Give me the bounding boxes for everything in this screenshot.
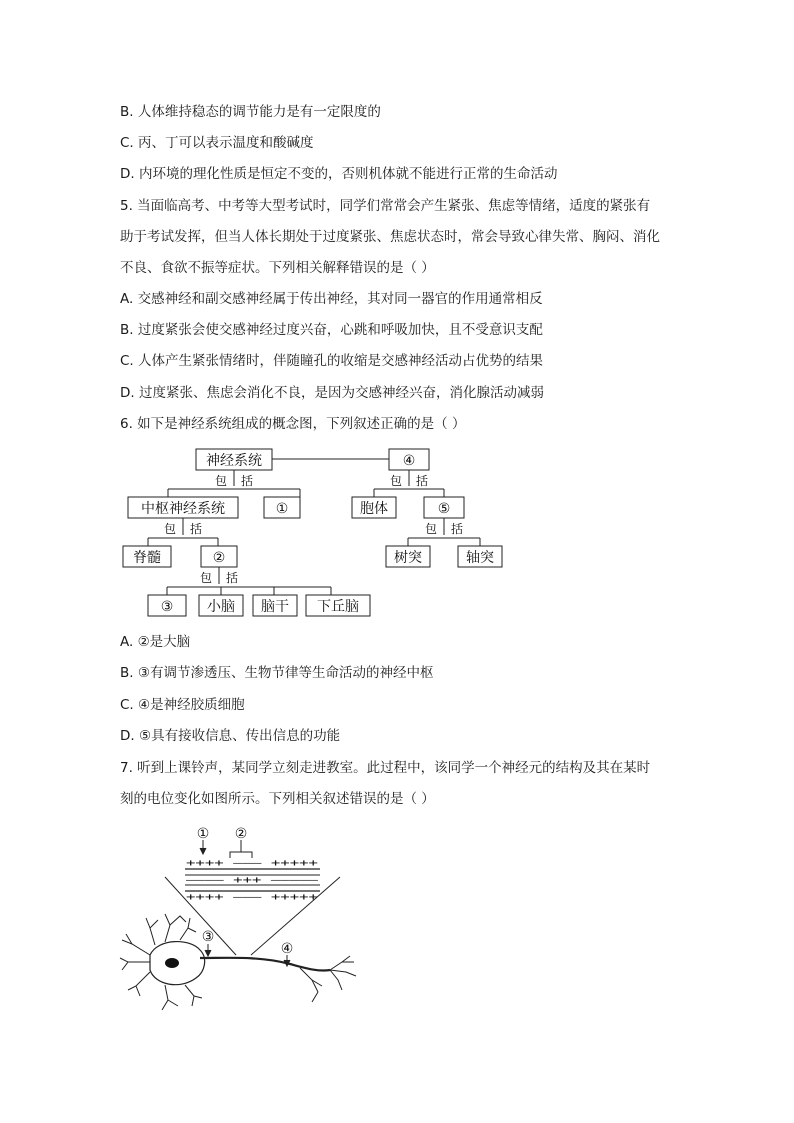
label-cns: 中枢神经系统 xyxy=(141,501,225,517)
include-kuo-2: 括 xyxy=(415,474,429,488)
question-7-line2: 刻的电位变化如图所示。下列相关叙述错误的是（ ） xyxy=(120,791,435,807)
label-3-fig: ③ xyxy=(201,929,215,945)
label-dendrite: 树突 xyxy=(394,550,422,566)
node-4 xyxy=(389,449,429,470)
label-axon: 轴突 xyxy=(466,550,494,566)
node-brainstem xyxy=(253,595,297,616)
label-1-fig: ① xyxy=(196,826,210,842)
label-1: ① xyxy=(275,501,289,517)
option-b-q6: B. ③有调节渗透压、生物节律等生命活动的神经中枢 xyxy=(120,665,434,681)
label-2-fig: ② xyxy=(234,826,248,842)
include-bao-4: 包 xyxy=(424,522,438,536)
include-bao-5: 包 xyxy=(199,571,213,585)
node-hypothalamus xyxy=(306,595,370,616)
label-5: ⑤ xyxy=(437,501,451,517)
include-bao-1: 包 xyxy=(214,474,228,488)
label-nervous-system: 神经系统 xyxy=(206,453,262,469)
nucleus xyxy=(165,958,179,968)
include-bao-3: 包 xyxy=(163,522,177,536)
option-a-q5: A. 交感神经和副交感神经属于传出神经，其对同一器官的作用通常相反 xyxy=(120,291,543,307)
node-cns xyxy=(128,497,238,518)
option-c-q5: C. 人体产生紧张情绪时，伴随瞳孔的收缩是交感神经活动占优势的结果 xyxy=(120,353,544,369)
node-5 xyxy=(424,497,464,518)
question-5-line1: 5. 当面临高考、中考等大型考试时，同学们常常会产生紧张、焦虑等情绪，适度的紧张有 xyxy=(120,198,651,214)
question-5-line2: 助于考试发挥，但当人体长期处于过度紧张、焦虑状态时，常会导致心律失常、胸闷、消化 xyxy=(120,229,660,245)
membrane-row-bot: ++++ ——— +++++ xyxy=(186,892,318,903)
include-kuo-1: 括 xyxy=(240,474,254,488)
node-dendrite xyxy=(386,546,430,567)
question-6: 6. 如下是神经系统组成的概念图，下列叙述正确的是（ ） xyxy=(120,416,466,432)
question-5-line3: 不良、食欲不振等症状。下列相关解释错误的是（ ） xyxy=(120,260,435,276)
option-c-q6: C. ④是神经胶质细胞 xyxy=(120,697,245,713)
label-cerebellum: 小脑 xyxy=(207,599,235,615)
option-b-q5: B. 过度紧张会使交感神经过度兴奋，心跳和呼吸加快，且不受意识支配 xyxy=(120,322,543,338)
membrane-row-mid1: ———— +++ ————— xyxy=(186,875,320,886)
option-d-q6: D. ⑤具有接收信息、传出信息的功能 xyxy=(120,728,341,744)
node-nervous-system xyxy=(196,449,272,470)
question-7-line1: 7. 听到上课铃声，某同学立刻走进教室。此过程中，该同学一个神经元的结构及其在某时 xyxy=(120,760,651,776)
option-a-q6: A. ②是大脑 xyxy=(120,634,191,650)
label-hypothalamus: 下丘脑 xyxy=(317,599,359,615)
include-kuo-4: 括 xyxy=(450,522,464,536)
option-d-q4: D. 内环境的理化性质是恒定不变的，否则机体就不能进行正常的生命活动 xyxy=(120,166,558,182)
include-bao-2: 包 xyxy=(389,474,403,488)
option-b-q4: B. 人体维持稳态的调节能力是有一定限度的 xyxy=(120,104,381,120)
label-brainstem: 脑干 xyxy=(261,599,289,615)
include-kuo-3: 括 xyxy=(189,522,203,536)
node-spinal-cord xyxy=(123,546,171,567)
node-cerebellum xyxy=(199,595,243,616)
label-spinal-cord: 脊髓 xyxy=(133,550,161,566)
node-soma xyxy=(352,497,396,518)
label-soma: 胞体 xyxy=(360,501,388,517)
node-1 xyxy=(264,497,300,518)
label-3: ③ xyxy=(160,599,174,615)
node-axon xyxy=(458,546,502,567)
option-c-q4: C. 丙、丁可以表示温度和酸碱度 xyxy=(120,135,314,151)
include-kuo-5: 括 xyxy=(225,571,239,585)
label-4-fig: ④ xyxy=(280,941,294,957)
membrane-row-top: ++++ ——— +++++ xyxy=(186,858,318,869)
node-2 xyxy=(201,546,237,567)
label-4: ④ xyxy=(402,453,416,469)
label-2: ② xyxy=(212,550,226,566)
node-3 xyxy=(148,595,186,616)
option-d-q5: D. 过度紧张、焦虑会消化不良，是因为交感神经兴奋，消化腺活动减弱 xyxy=(120,385,544,401)
